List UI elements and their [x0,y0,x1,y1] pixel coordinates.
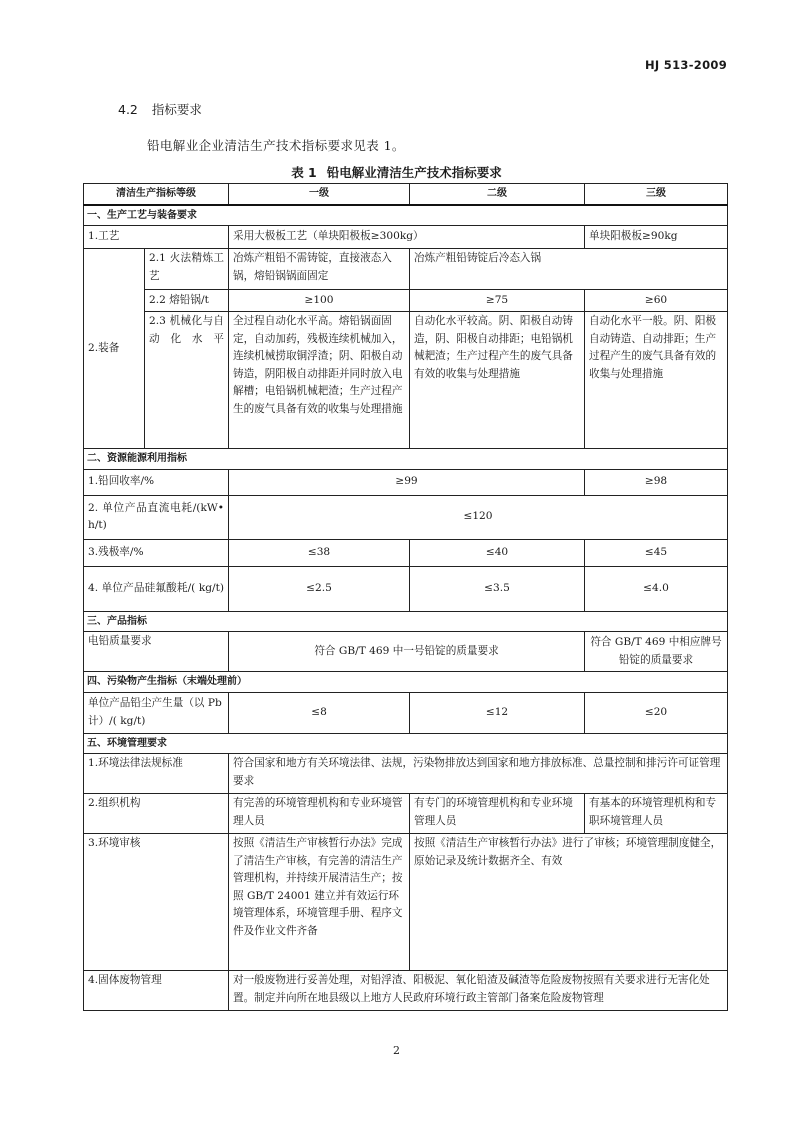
table-row [84,692,728,733]
section-heading [118,100,202,118]
header-indicator-level: 清洁生产指标等级 [84,184,229,205]
document-code: HJ 513-2009 [645,58,727,72]
table-header-row [84,184,728,205]
sub-row-label: 2.1 火法精炼工艺 [145,249,229,290]
table-row [84,539,728,566]
section-title-environment-mgmt: 五、环境管理要求 [84,733,728,754]
section-row [84,611,728,632]
section-title-process-equipment: 一、生产工艺与装备要求 [84,205,728,226]
cell-level-3: ≤20 [585,692,728,733]
cell-level-2: 有专门的环境管理机构和专业环境管理人员 [410,794,585,834]
cell-level-2: ≤40 [410,539,585,566]
cell-level-1: ≤2.5 [229,566,410,611]
cell-level-1-2-3: 对一般废物进行妥善处理，对铅浮渣、阳极泥、氧化铅渣及碱渣等危险废物按照有关要求进行无害化处置。制定并向所在地县级以上地方人民政府环境行政主管部门备案危险废物管理 [229,971,728,1011]
section-row [84,449,728,470]
table-row [84,794,728,834]
cell-level-1: ≤38 [229,539,410,566]
section-title: 指标要求 [151,102,202,117]
cell-level-3: ≥98 [585,469,728,495]
cell-level-3: ≥60 [585,290,728,312]
header-level-3: 三级 [585,184,728,205]
table-row [84,834,728,971]
cell-level-1-2-3: ≤120 [229,495,728,539]
intro-paragraph: 铅电解业企业清洁生产技术指标要求见表 1。 [147,138,405,153]
table-caption [0,163,793,181]
page-number: 2 [393,1044,400,1057]
cell-level-1-2-3: 符合国家和地方有关环境法律、法规，污染物排放达到国家和地方排放标准、总量控制和排污许可证管理要求 [229,754,728,794]
cell-level-1: ≤8 [229,692,410,733]
cell-level-1: 全过程自动化水平高。熔铅锅面固定，自动加药，残极连续机械加入，连续机械捞取铜浮渣；阴、阳极自动铸造，阴阳极自动排距并同时放入电解槽；电铅锅机械耙渣；生产过程产生的废气具备有效的收集与处理措施 [229,312,410,449]
header-level-2: 二级 [410,184,585,205]
row-label: 3.环境审核 [84,834,229,971]
row-label: 4.固体废物管理 [84,971,229,1011]
cell-level-2: ≥75 [410,290,585,312]
table-row [84,312,728,449]
row-label: 4. 单位产品硅氟酸耗/( kg/t) [84,566,229,611]
row-label: 1.环境法律法规标准 [84,754,229,794]
table-row [84,971,728,1011]
cell-level-2: ≤3.5 [410,566,585,611]
row-label: 1.铅回收率/% [84,469,229,495]
row-label: 2.装备 [84,249,145,449]
row-label: 2.组织机构 [84,794,229,834]
table-row [84,632,728,672]
row-label: 电铅质量要求 [84,632,229,672]
cell-level-2: 自动化水平较高。阴、阳极自动铸造，阴、阳极自动排距；电铅锅机械耙渣；生产过程产生的废气具备有效的收集与处理措施 [410,312,585,449]
cell-level-3: ≤4.0 [585,566,728,611]
table-row [84,566,728,611]
sub-row-label: 2.2 熔铅锅/t [145,290,229,312]
table-row [84,226,728,249]
row-label: 单位产品铅尘产生量（以 Pb 计）/( kg/t) [84,692,229,733]
row-label: 2. 单位产品直流电耗/(kW•h/t) [84,495,229,539]
table-row [84,249,728,290]
cell-level-3: 单块阳极板≥90kg [585,226,728,249]
cell-level-3: 自动化水平一般。阴、阳极自动铸造、自动排距；生产过程产生的废气具备有效的收集与处理措施 [585,312,728,449]
cell-level-2-3: 按照《清洁生产审核暂行办法》进行了审核；环境管理制度健全，原始记录及统计数据齐全、有效 [410,834,728,971]
cell-level-1-2: ≥99 [229,469,585,495]
table-row [84,754,728,794]
cell-level-3: 符合 GB/T 469 中相应牌号铅锭的质量要求 [585,632,728,672]
section-title-resource-energy: 二、资源能源利用指标 [84,449,728,470]
header-level-1: 一级 [229,184,410,205]
row-label: 1.工艺 [84,226,229,249]
cell-level-2: ≤12 [410,692,585,733]
row-label: 3.残极率/% [84,539,229,566]
cell-level-1-2: 采用大极板工艺（单块阳极板≥300kg） [229,226,585,249]
section-title-product: 三、产品指标 [84,611,728,632]
sub-row-label: 2.3 机械化与自动化水平 [145,312,229,449]
section-row [84,672,728,693]
cell-level-1: 有完善的环境管理机构和专业环境管理人员 [229,794,410,834]
cell-level-1: 按照《清洁生产审核暂行办法》完成了清洁生产审核，有完善的清洁生产管理机构，并持续开展清洁生产；按照 GB/T 24001 建立并有效运行环境管理体系，环境管理手册、程序文件及作业文件齐备 [229,834,410,971]
cell-level-1: 冶炼产粗铅不需铸锭，直接液态入锅，熔铅锅锅面固定 [229,249,410,290]
cell-level-1: ≥100 [229,290,410,312]
section-number: 4.2 [118,102,138,117]
cell-level-3: 有基本的环境管理机构和专职环境管理人员 [585,794,728,834]
table-caption-title: 铅电解业清洁生产技术指标要求 [326,165,502,180]
table-row [84,469,728,495]
cell-level-2-3: 冶炼产粗铅铸锭后冷态入锅 [410,249,728,290]
section-row [84,733,728,754]
section-title-pollutant: 四、污染物产生指标（末端处理前） [84,672,728,693]
section-row [84,205,728,226]
cell-level-1-2: 符合 GB/T 469 中一号铅锭的质量要求 [229,632,585,672]
table-caption-label: 表 1 [291,165,317,180]
table-row [84,495,728,539]
indicator-table [83,183,728,1011]
table-row [84,290,728,312]
cell-level-3: ≤45 [585,539,728,566]
